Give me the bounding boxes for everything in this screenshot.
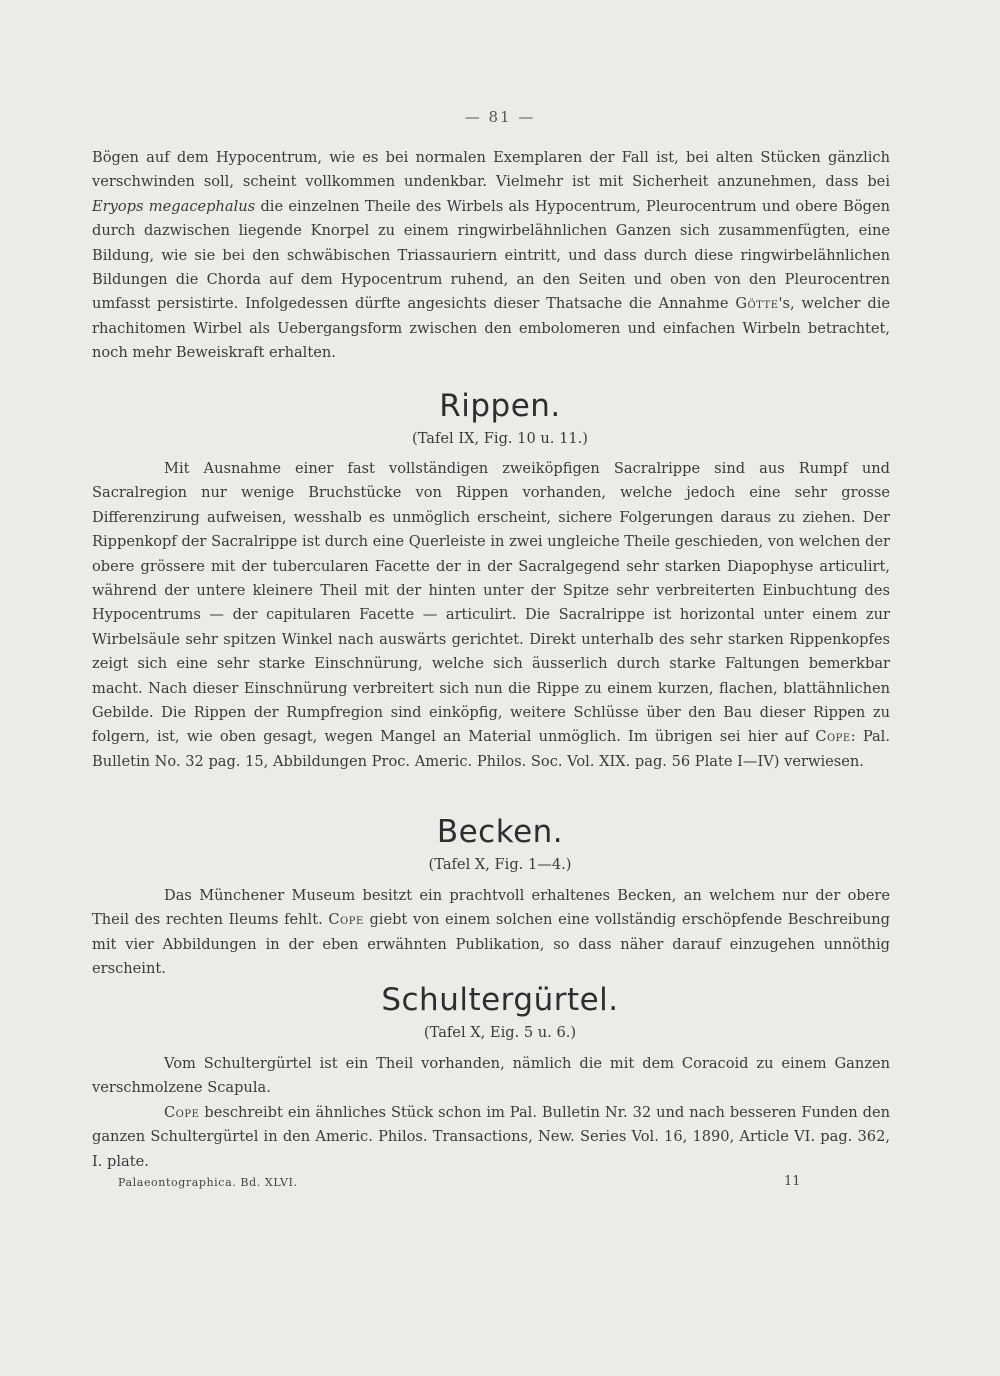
becken-text-a: Das Münchener Museum besitzt ein prachtvoll erhaltenes Becken, an welchem nur der obere Theil des rechten Ileums fehlt.	[92, 887, 890, 929]
author-cope: Cope	[164, 1103, 200, 1121]
species-name: Eryops megacephalus	[92, 197, 256, 215]
becken-block	[92, 884, 890, 982]
rippen-paragraph	[92, 457, 890, 774]
intro-block	[92, 146, 890, 366]
author-cope: Cope	[328, 911, 364, 929]
section-subtitle-rippen: (Tafel IX, Fig. 10 u. 11.)	[412, 430, 588, 447]
author-gotte: Götte	[735, 295, 779, 313]
signature-mark: 11	[784, 1174, 801, 1189]
section-title-rippen: Rippen.	[439, 388, 561, 424]
rippen-block	[92, 457, 890, 774]
rippen-text-a: Mit Ausnahme einer fast vollständigen zweiköpfigen Sacralrippe sind aus Rumpf und Sacralregion nur wenige Bruchstücke von Rippen vorhanden, welche jedoch eine sehr grosse Differenzirung aufweisen, wesshalb es unmöglich erscheint, sichere Folgerungen daraus zu ziehen. Der Rippenkopf der Sacralrippe ist durch eine Querleiste in zwei ungleiche Theile geschieden, von welchen der obere grössere mit der tubercularen Facette der in der Sacralgegend sehr starken Diapophyse articulirt, während der untere kleinere Theil mit der hinten unter der Spitze sehr verbreiterten Einbuchtung des Hypocentrums — der capitularen Facette — articulirt. Die Sacralrippe ist horizontal unter einem zur Wirbelsäule sehr spitzen Winkel nach auswärts gerichtet. Direkt unterhalb des sehr starken Rippenkopfes zeigt sich eine sehr starke Einschnürung, welche sich äusserlich durch starke Faltungen bemerkbar macht. Nach dieser Einschnürung verbreitert sich nun die Rippe zu einem kurzen, flachen, blattähnlichen Gebilde. Die Rippen der Rumpfregion sind einköpfig, weitere Schlüsse über den Bau dieser Rippen zu folgern, ist, wie oben gesagt, wegen Mangel an Material unmöglich. Im übrigen sei hier auf	[92, 460, 890, 746]
journal-footer: Palaeontographica. Bd. XLVI.	[118, 1176, 298, 1189]
author-cope: Cope	[815, 728, 851, 746]
becken-paragraph	[92, 884, 890, 982]
schultergurtel-paragraph-1: Vom Schultergürtel ist ein Theil vorhanden, nämlich die mit dem Coracoid zu einem Ganzen verschmolzene Scapula.	[92, 1055, 890, 1097]
intro-text-c: 's, welcher die rhachitomen Wirbel als Uebergangsform zwischen den embolomeren und einfachen Wirbeln betrachtet, noch mehr Beweiskraft erhalten.	[92, 295, 890, 362]
intro-paragraph	[92, 146, 890, 366]
schultergurtel-text: beschreibt ein ähnliches Stück schon im Pal. Bulletin Nr. 32 und nach besseren Funden den ganzen Schultergürtel in den Americ. Philos. Transactions, New. Series Vol. 16, 1890, Article VI. pag. 362, I. plate.	[92, 1103, 890, 1170]
becken-text-b: giebt von einem solchen eine vollständig erschöpfende Beschreibung mit vier Abbildungen in der eben erwähnten Publikation, so dass näher darauf einzugehen unnöthig erscheint.	[92, 911, 890, 978]
section-subtitle-becken: (Tafel X, Fig. 1—4.)	[428, 856, 572, 873]
intro-text-a: Bögen auf dem Hypocentrum, wie es bei normalen Exemplaren der Fall ist, bei alten Stücken gänzlich verschwinden soll, scheint vollkommen undenkbar. Vielmehr ist mit Sicherheit anzunehmen, dass bei	[92, 149, 890, 191]
schultergurtel-paragraph-2	[92, 1101, 890, 1174]
section-subtitle-schultergurtel: (Tafel X, Eig. 5 u. 6.)	[423, 1024, 577, 1041]
section-title-schultergurtel: Schultergürtel.	[381, 982, 619, 1018]
rippen-text-b: : Pal. Bulletin No. 32 pag. 15, Abbildungen Proc. Americ. Philos. Soc. Vol. XIX. pag. 56 Plate I—IV) verwiesen.	[92, 728, 890, 770]
intro-text-b: die einzelnen Theile des Wirbels als Hypocentrum, Pleurocentrum und obere Bögen durch dazwischen liegende Knorpel zu einem ringwirbelähnlichen Ganzen sich zusammenfügten, eine Bildung, wie sie bei den schwäbischen Triassauriern eintritt, und dass durch diese ringwirbelähnlichen Bildungen die Chorda auf dem Hypocentrum ruhend, an den Seiten und oben von den Pleurocentren umfasst persistirte. Infolgedessen dürfte angesichts dieser Thatsache die Annahme	[92, 197, 890, 313]
page-number: — 81 —	[464, 108, 536, 126]
schultergurtel-block	[92, 1052, 890, 1174]
section-title-becken: Becken.	[436, 814, 564, 850]
